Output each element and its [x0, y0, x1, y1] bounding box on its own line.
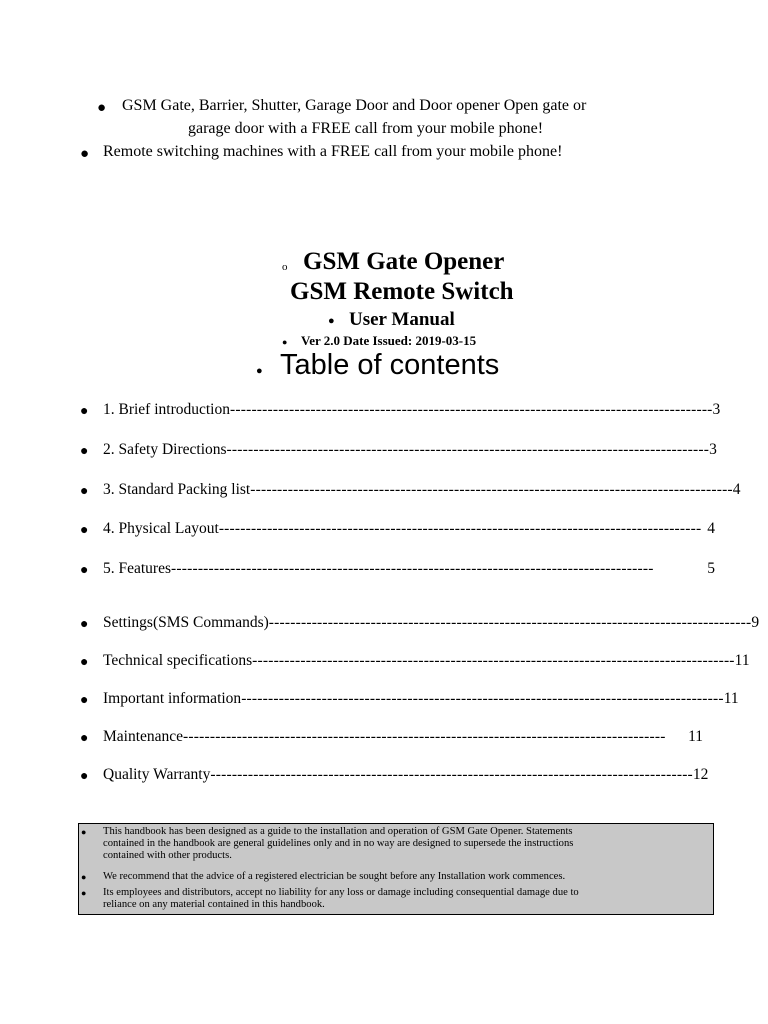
toc-item-page: 12 — [692, 766, 709, 783]
circle-bullet-icon: o — [282, 261, 288, 273]
bullet-icon: ● — [80, 617, 89, 632]
bullet-icon: ● — [328, 315, 335, 327]
disclaimer-text: We recommend that the advice of a registered electrician be sought before any Installation work commences. — [103, 871, 566, 882]
bullet-icon: ● — [80, 655, 89, 670]
bullet-icon: ● — [80, 731, 89, 746]
toc-item-page: 3 — [709, 441, 717, 458]
toc-item[interactable] — [103, 441, 715, 459]
toc-item-page: 11 — [734, 652, 750, 669]
intro-line-2: garage door with a FREE call from your mobile phone! — [188, 120, 544, 137]
disclaimer-item — [81, 887, 711, 911]
toc-item[interactable] — [103, 690, 739, 708]
toc-item-leader: ------------------------------------------------------------------------------------------ — [183, 728, 666, 745]
toc-item[interactable] — [103, 766, 708, 784]
toc-item-label: Settings(SMS Commands) — [103, 614, 269, 631]
toc-item[interactable] — [103, 652, 750, 670]
toc-item-label: Important information — [103, 690, 242, 707]
manual-title: User Manual — [349, 309, 455, 330]
toc-item-leader: ------------------------------------------------------------------------------------------ — [241, 690, 724, 707]
toc-item-leader: ------------------------------------------------------------------------------------------ — [210, 766, 693, 783]
toc-item-page: 3 — [712, 401, 721, 418]
bullet-icon: ● — [80, 404, 89, 419]
toc-item[interactable] — [103, 481, 741, 499]
toc-item-leader: ------------------------------------------------------------------------------------------ — [252, 652, 735, 669]
bullet-icon: ● — [282, 337, 288, 347]
disclaimer-item — [81, 871, 711, 883]
version-line: Ver 2.0 Date Issued: 2019-03-15 — [301, 333, 477, 348]
toc-item[interactable] — [103, 401, 721, 419]
disclaimer-text: contained in the handbook are general guidelines only and in no way are designed to supersede the instructions — [103, 838, 574, 849]
disclaimer-text: Its employees and distributors, accept no liability for any loss or damage including consequential damage due to — [103, 887, 579, 898]
toc-item-label: 1. Brief introduction — [103, 401, 230, 418]
bullet-icon: ● — [97, 100, 107, 116]
toc-item-leader: ------------------------------------------------------------------------------------------ — [218, 520, 702, 537]
bullet-icon: ● — [81, 827, 87, 837]
toc-item-label: 3. Standard Packing list — [103, 481, 251, 498]
intro-line-1: GSM Gate, Barrier, Shutter, Garage Door and Door opener Open gate or — [122, 97, 587, 114]
bullet-icon: ● — [256, 365, 263, 377]
bullet-icon: ● — [80, 693, 89, 708]
intro-line-3: Remote switching machines with a FREE call from your mobile phone! — [103, 143, 563, 160]
bullet-icon: ● — [80, 146, 90, 162]
toc-item-label: Quality Warranty — [103, 766, 211, 783]
disclaimer-text: This handbook has been designed as a guide to the installation and operation of GSM Gate Opener. Statements — [103, 826, 573, 837]
toc-item-leader: ------------------------------------------------------------------------------------------ — [230, 401, 713, 418]
toc-item-page: 5 — [707, 560, 715, 577]
product-title: GSM Gate Opener — [303, 248, 505, 275]
disclaimer-text: reliance on any material contained in this handbook. — [103, 899, 325, 910]
toc-item-leader: ------------------------------------------------------------------------------------------ — [268, 614, 752, 631]
toc-item-leader: ------------------------------------------------------------------------------------------ — [250, 481, 733, 498]
toc-item-page: 9 — [751, 614, 760, 631]
bullet-icon: ● — [81, 872, 87, 882]
bullet-icon: ● — [80, 444, 89, 459]
toc-item-label: Maintenance — [103, 728, 184, 745]
bullet-icon: ● — [80, 484, 89, 499]
toc-item-page: 4 — [707, 520, 715, 537]
toc-item-page: 11 — [688, 728, 703, 745]
bullet-icon: ● — [80, 523, 89, 538]
disclaimer-box — [78, 823, 714, 915]
toc-item-label: 4. Physical Layout — [103, 520, 219, 537]
toc-item-label: Technical specifications — [103, 652, 253, 669]
bullet-icon: ● — [80, 563, 89, 578]
product-subtitle: GSM Remote Switch — [290, 278, 514, 305]
toc-item-page: 11 — [723, 690, 739, 707]
disclaimer-text: contained with other products. — [103, 850, 232, 861]
toc-item[interactable] — [103, 728, 703, 746]
toc-item[interactable] — [103, 614, 760, 632]
toc-item[interactable] — [103, 560, 715, 578]
toc-item-page: 4 — [732, 481, 741, 498]
toc-item-label: 2. Safety Directions — [103, 441, 227, 458]
bullet-icon: ● — [81, 888, 87, 898]
toc-item-leader: ------------------------------------------------------------------------------------------ — [171, 560, 654, 577]
toc-item-leader: ------------------------------------------------------------------------------------------ — [226, 441, 710, 458]
toc-item-label: 5. Features — [103, 560, 172, 577]
bullet-icon: ● — [80, 769, 89, 784]
toc-item[interactable] — [103, 520, 715, 538]
disclaimer-item — [81, 826, 711, 862]
toc-heading: Table of contents — [280, 349, 500, 381]
